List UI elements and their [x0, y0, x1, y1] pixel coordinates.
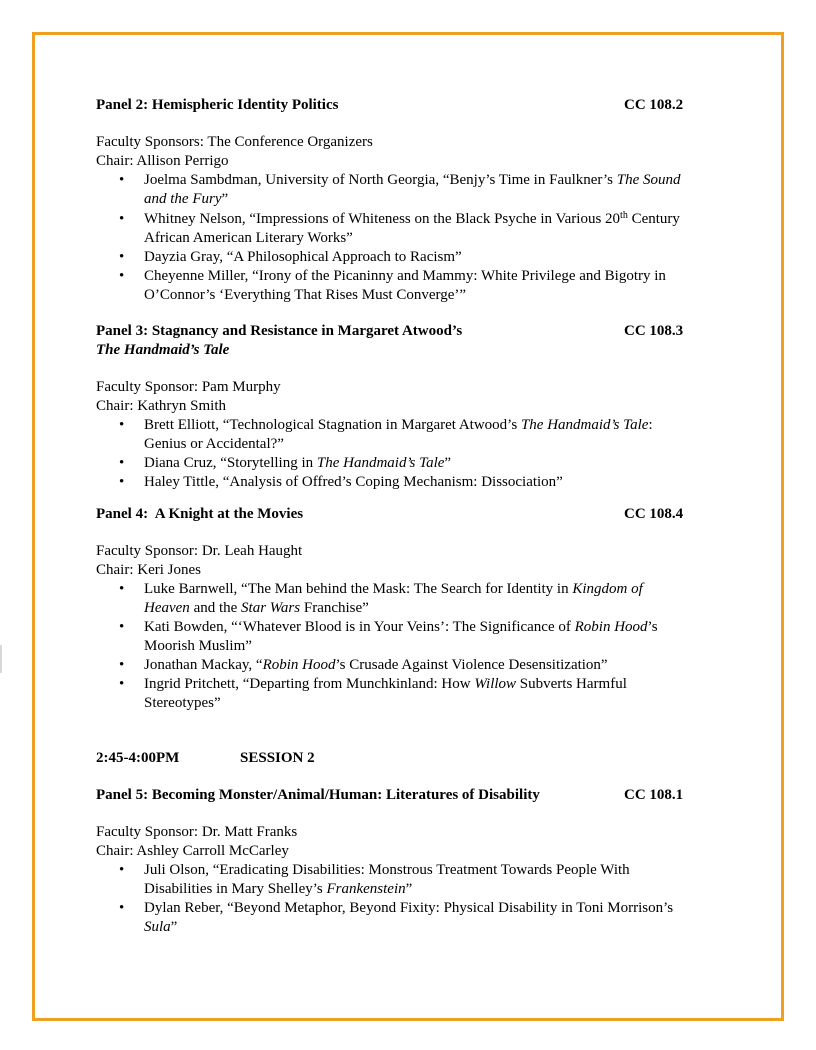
- panel-4-papers: [96, 580, 736, 713]
- panel-2-sponsor: Faculty Sponsors: The Conference Organizers: [96, 134, 373, 150]
- panel-5-papers: [96, 861, 736, 937]
- panel-4-title: Panel 4: A Knight at the Movies: [96, 506, 304, 522]
- panel-3-title: Panel 3: Stagnancy and Resistance in Margaret Atwood’s: [96, 323, 463, 339]
- panel-5-sponsor: Faculty Sponsor: Dr. Matt Franks: [96, 824, 298, 840]
- panel-3-papers: [96, 416, 736, 492]
- program-content: [96, 96, 736, 937]
- panel-5-room: CC 108.1: [624, 787, 684, 803]
- list-item: • Dylan Reber, “Beyond Metaphor, Beyond Fixity: Physical Disability in Toni Morrison’s Sula”: [96, 899, 736, 937]
- session-name: SESSION 2: [240, 750, 315, 766]
- list-item: • Dayzia Gray, “A Philosophical Approach to Racism”: [96, 248, 736, 267]
- panel-5-title: Panel 5: Becoming Monster/Animal/Human: Literatures of Disability: [96, 787, 540, 803]
- list-item: • Diana Cruz, “Storytelling in The Handmaid’s Tale”: [96, 454, 736, 473]
- panel-4-chair: Chair: Keri Jones: [96, 562, 201, 578]
- panel-2-heading: [96, 96, 736, 115]
- panel-3-sponsor: Faculty Sponsor: Pam Murphy: [96, 379, 281, 395]
- panel-4-heading: [96, 505, 736, 524]
- panel-4-room: CC 108.4: [624, 506, 684, 522]
- list-item: • Haley Tittle, “Analysis of Offred’s Coping Mechanism: Dissociation”: [96, 473, 736, 492]
- list-item: • Luke Barnwell, “The Man behind the Mask: The Search for Identity in Kingdom of Heaven and the Star Wars Franchise”: [96, 580, 736, 618]
- panel-5-chair: Chair: Ashley Carroll McCarley: [96, 843, 289, 859]
- session-heading: [96, 749, 736, 768]
- list-item: • Kati Bowden, “‘Whatever Blood is in Your Veins’: The Significance of Robin Hood’s Moorish Muslim”: [96, 618, 736, 656]
- panel-2-chair: Chair: Allison Perrigo: [96, 153, 229, 169]
- panel-5-heading: [96, 786, 736, 805]
- panel-3-heading: [96, 322, 736, 341]
- list-item: • Brett Elliott, “Technological Stagnation in Margaret Atwood’s The Handmaid’s Tale: Genius or Accidental?”: [96, 416, 736, 454]
- panel-4-sponsor: Faculty Sponsor: Dr. Leah Haught: [96, 543, 303, 559]
- list-item: • Joelma Sambdman, University of North Georgia, “Benjy’s Time in Faulkner’s The Sound and the Fury”: [96, 171, 736, 209]
- list-item: • Cheyenne Miller, “Irony of the Picaninny and Mammy: White Privilege and Bigotry in O’Connor’s ‘Everything That Rises Must Converge’”: [96, 267, 736, 305]
- margin-mark: [0, 645, 2, 673]
- panel-3-chair: Chair: Kathryn Smith: [96, 398, 226, 414]
- list-item: • Ingrid Pritchett, “Departing from Munchkinland: How Willow Subverts Harmful Stereotypes”: [96, 675, 736, 713]
- panel-3-room: CC 108.3: [624, 323, 684, 339]
- panel-3-title-italic: The Handmaid’s Tale: [96, 342, 230, 358]
- list-item: • Whitney Nelson, “Impressions of Whiteness on the Black Psyche in Various 20th Century African American Literary Works”: [96, 210, 736, 248]
- panel-2-title: Panel 2: Hemispheric Identity Politics: [96, 97, 339, 113]
- list-item: • Juli Olson, “Eradicating Disabilities: Monstrous Treatment Towards People With Disabilities in Mary Shelley’s Frankenstein”: [96, 861, 736, 899]
- list-item: • Jonathan Mackay, “Robin Hood’s Crusade Against Violence Desensitization”: [96, 656, 736, 675]
- session-time: 2:45-4:00PM: [96, 750, 180, 766]
- panel-2-papers: [96, 171, 736, 305]
- panel-2-room: CC 108.2: [624, 97, 684, 113]
